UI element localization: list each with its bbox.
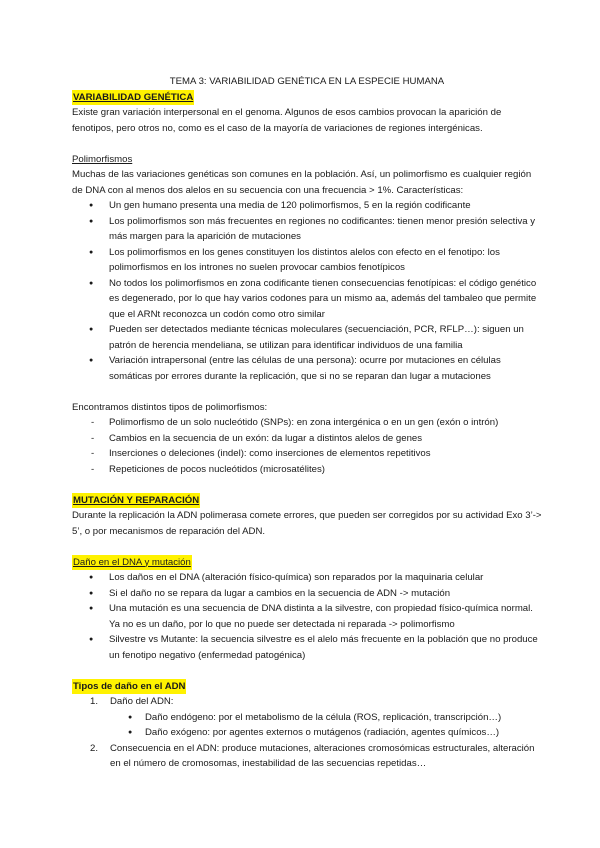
heading-variabilidad: VARIABILIDAD GENÉTICA [72, 90, 194, 106]
bullet-marker: ● [89, 326, 94, 333]
bullet-marker: ● [89, 279, 94, 287]
dash-marker: - [91, 448, 95, 459]
list-item-text: Repeticiones de pocos nucleótidos (microsatélites) [109, 463, 325, 475]
list-item-text: Polimorfismo de un solo nucleótido (SNPs): en zona intergénica o en un gen (exón o intrón) [109, 417, 499, 428]
list-item-text: Los daños en el DNA (alteración físico-química) son reparados por la maquinaria celular [109, 572, 484, 583]
bullet-marker: ● [89, 589, 94, 597]
list-item [72, 353, 542, 384]
list-item-text: Daño exógeno: por agentes externos o mutágenos (radiación, agentes químicos…) [145, 727, 500, 738]
list-item-text: Si el daño no se repara da lugar a cambios en la secuencia de ADN -> mutación [109, 587, 451, 599]
list-number: 1. [90, 696, 99, 707]
list-item-text: Variación intrapersonal (entre las células de una persona): ocurre por mutaciones en células somáticas por errores durante la replicación, que si no se reparan dan lugar a mutaciones [109, 355, 501, 382]
bullet-marker: ● [89, 217, 94, 225]
heading-dano-dna: Daño en el DNA y mutación [72, 555, 192, 571]
list-item [72, 462, 542, 478]
list-item [72, 694, 542, 710]
tipos-dano-list-continued [72, 741, 542, 772]
list-item-text: Silvestre vs Mutante: la secuencia silvestre es el alelo más frecuente en la población que no produce un fenotipo negativo (enfermedad patogénica) [109, 634, 538, 661]
list-number: 2. [90, 742, 99, 754]
list-item [72, 570, 542, 586]
list-item [72, 710, 542, 726]
dash-marker: - [91, 432, 95, 444]
list-item-text: Pueden ser detectados mediante técnicas moleculares (secuenciación, PCR, RFLP…): siguen un patrón de herencia mendeliana, se utilizan para identificar individuos de una familia [109, 324, 524, 351]
dano-dna-list [72, 570, 542, 663]
heading-polimorfismos: Polimorfismos [72, 153, 133, 165]
document-page [72, 74, 542, 772]
paragraph-variabilidad: Existe gran variación interpersonal en el genoma. Algunos de esos cambios provocan la aparición de fenotipos, pero otros no, como es el caso de la mayoría de variaciones de regiones intergénicas. [72, 107, 502, 134]
polimorfismo-types-list [72, 415, 542, 477]
list-item [72, 431, 542, 447]
bullet-marker: ● [89, 605, 94, 612]
list-item-text: Daño del ADN: [110, 696, 174, 707]
paragraph-tipos-polimorfismos: Encontramos distintos tipos de polimorfismos: [72, 401, 268, 413]
paragraph-mutacion: Durante la replicación la ADN polimerasa comete errores, que pueden ser corregidos por su actividad Exo 3’-> 5’, o por mecanismos de reparación del ADN. [72, 510, 542, 537]
list-item-text: Consecuencia en el ADN: produce mutaciones, alteraciones cromosómicas estructurales, alteración en el número de cromosomas, inestabilidad de las secuencias repetidas… [110, 742, 535, 769]
heading-mutacion-reparacion: MUTACIÓN Y REPARACIÓN [72, 493, 200, 509]
list-item-text: Daño endógeno: por el metabolismo de la célula (ROS, replicación, transcripción…) [145, 711, 502, 723]
bullet-marker: ● [89, 202, 94, 209]
list-item [72, 322, 542, 353]
list-item-text: Cambios en la secuencia de un exón: da lugar a distintos alelos de genes [109, 432, 423, 444]
list-item-text: Los polimorfismos en los genes constituyen los distintos alelos con efecto en el fenotipo: los polimorfismos en los intrones no suelen provocar cambios fenotípicos [109, 246, 500, 273]
list-item-text: Los polimorfismos son más frecuentes en regiones no codificantes: tienen menor presión selectiva y más margen para la aparición de mutaciones [109, 215, 536, 242]
list-item-text: Un gen humano presenta una media de 120 polimorfismos, 5 en la región codificante [109, 200, 471, 211]
polimorfismos-characteristics-list [72, 198, 542, 384]
bullet-marker: ● [89, 248, 94, 256]
tipos-dano-sublist [72, 710, 542, 741]
heading-tipos-dano: Tipos de daño en el ADN [72, 679, 186, 695]
bullet-marker: ● [89, 574, 94, 581]
list-item [72, 632, 542, 663]
list-item [72, 741, 542, 772]
list-item [72, 198, 542, 214]
list-item [72, 725, 542, 741]
bullet-marker: ● [89, 357, 94, 364]
list-item [72, 415, 542, 431]
dash-marker: - [91, 417, 95, 428]
bullet-marker: ● [128, 713, 133, 721]
list-item-text: No todos los polimorfismos en zona codificante tienen consecuencias fenotípicas: el código genético es degenerado, por lo que hay varios codones para un mismo aa, además del tambaleo que permite que el ARNt reconozca un codón como otro similar [109, 277, 537, 320]
list-item-text: Inserciones o deleciones (indel): como inserciones de elementos repetitivos [109, 448, 431, 459]
list-item-text: Una mutación es una secuencia de DNA distinta a la silvestre, con propiedad físico-química normal. Ya no es un daño, por lo que no puede ser detectada ni reparada -> polimorfismo [109, 603, 533, 630]
paragraph-polimorfismos: Muchas de las variaciones genéticas son comunes en la población. Así, un polimorfismo es cualquier región de DNA con al menos dos alelos en su secuencia con una frecuencia > 1%. Características: [72, 169, 532, 196]
list-item [72, 601, 542, 632]
bullet-marker: ● [89, 636, 94, 643]
tipos-dano-list [72, 694, 542, 710]
bullet-marker: ● [128, 729, 133, 736]
list-item [72, 446, 542, 462]
list-item [72, 276, 542, 323]
list-item [72, 586, 542, 602]
dash-marker: - [91, 463, 95, 475]
list-item [72, 214, 542, 245]
document-title: TEMA 3: VARIABILIDAD GENÉTICA EN LA ESPECIE HUMANA [169, 76, 445, 87]
list-item [72, 245, 542, 276]
